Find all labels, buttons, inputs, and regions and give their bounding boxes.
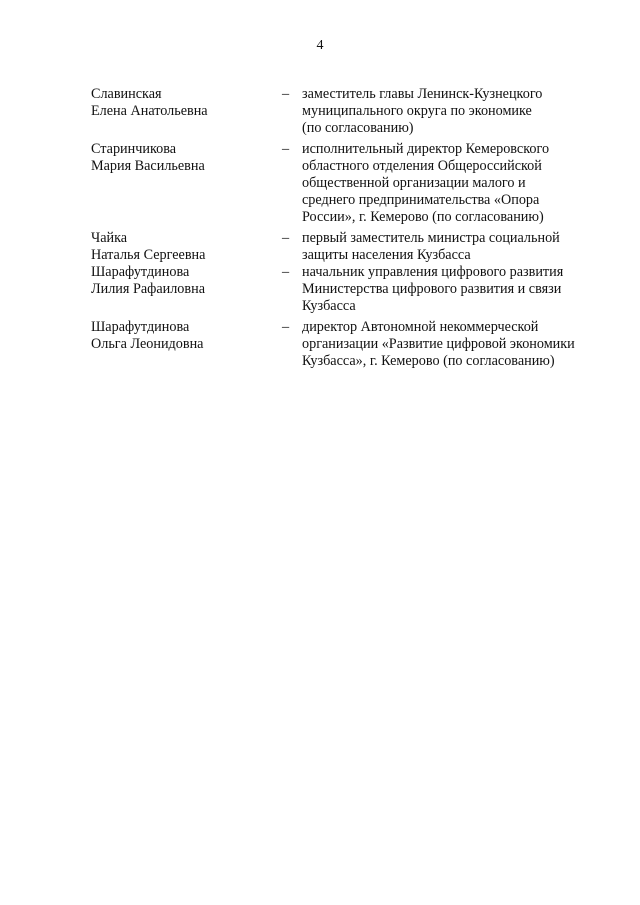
position-line: начальник управления цифрового развития xyxy=(302,264,564,281)
member-entry xyxy=(91,264,591,316)
dash-separator: – xyxy=(282,229,290,246)
member-name xyxy=(91,141,282,227)
name-line: Чайка xyxy=(91,229,128,246)
page-number: 4 xyxy=(316,38,324,53)
dash-separator: – xyxy=(282,86,290,102)
member-name xyxy=(91,230,282,264)
name-line: Лилия Рафаиловна xyxy=(91,281,205,298)
name-line: Наталья Сергеевна xyxy=(91,246,206,263)
name-line: Шарафутдинова xyxy=(91,264,190,281)
member-list xyxy=(91,86,591,370)
position-line: общественной организации малого и xyxy=(302,175,526,192)
position-line: среднего предпринимательства «Опора xyxy=(302,192,540,209)
member-entry xyxy=(91,230,591,264)
position-line: Кузбасса», г. Кемерово (по согласованию) xyxy=(302,353,555,370)
member-entry xyxy=(91,141,591,227)
name-line: Ольга Леонидовна xyxy=(91,335,204,352)
dash-separator: – xyxy=(282,264,290,281)
member-entry xyxy=(91,86,591,138)
position-line: России», г. Кемерово (по согласованию) xyxy=(302,209,544,226)
member-entry xyxy=(91,319,591,371)
dash-separator: – xyxy=(282,318,290,335)
position-line: областного отделения Общероссийской xyxy=(302,157,542,174)
name-line: Елена Анатольевна xyxy=(91,103,208,120)
position-line: организации «Развитие цифровой экономики xyxy=(302,335,575,352)
position-line: директор Автономной некоммерческой xyxy=(302,318,539,335)
member-position xyxy=(302,264,587,316)
position-line: первый заместитель министра социальной xyxy=(302,229,560,246)
name-line: Славинская xyxy=(91,86,162,102)
name-line: Мария Васильевна xyxy=(91,157,205,174)
member-position xyxy=(302,319,587,371)
member-name xyxy=(91,86,282,138)
member-position xyxy=(302,141,587,227)
member-name xyxy=(91,264,282,316)
dash-separator: – xyxy=(282,140,290,157)
member-name xyxy=(91,319,282,371)
name-line: Старинчикова xyxy=(91,140,177,157)
position-line: муниципального округа по экономике xyxy=(302,103,532,120)
member-position xyxy=(302,230,587,264)
member-position xyxy=(302,86,587,138)
position-line: Министерства цифрового развития и связи xyxy=(302,281,562,298)
position-line: Кузбасса xyxy=(302,298,356,315)
position-line: исполнительный директор Кемеровского xyxy=(302,140,550,157)
name-line: Шарафутдинова xyxy=(91,318,190,335)
position-line: защиты населения Кузбасса xyxy=(302,246,471,263)
position-line: заместитель главы Ленинск-Кузнецкого xyxy=(302,86,543,102)
position-line: (по согласованию) xyxy=(302,120,414,137)
